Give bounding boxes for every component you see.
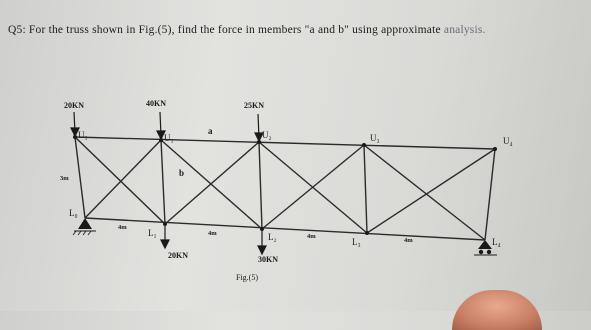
- top-load-label-2: 40KN: [146, 99, 166, 108]
- vertical-u1-l1: [161, 140, 165, 224]
- question-fade: analysis.: [440, 24, 486, 36]
- top-chord: [75, 137, 495, 149]
- arrowhead-icon: [161, 240, 169, 248]
- node-label-l2: L₂: [268, 232, 277, 242]
- node-label-l1: L₁: [148, 228, 157, 238]
- joint-u3: [362, 143, 366, 147]
- node-label-l4: L₄: [492, 237, 501, 247]
- node-label-u3: U₃: [370, 133, 380, 143]
- joint-l1: [163, 222, 167, 226]
- vertical-u2-l2: [259, 142, 262, 229]
- diagonal-2: [85, 140, 161, 218]
- height-label: 3m: [60, 175, 69, 182]
- node-label-u0: U₁: [78, 130, 88, 140]
- pin-support: [73, 218, 96, 235]
- figure-caption: Fig.(5): [236, 273, 258, 282]
- panel-width-label-2: 4m: [208, 230, 217, 237]
- node-label-u1: U₁: [164, 133, 174, 143]
- vertical-u0-l0: [75, 137, 85, 218]
- question-main: Q5: For the truss shown in Fig.(5), find the force in members "a and b" using approximate: [8, 24, 441, 36]
- arrowhead-icon: [258, 246, 266, 254]
- member-label-b: b: [179, 168, 185, 178]
- panel-width-label-3: 4m: [307, 233, 316, 240]
- truss-members: [75, 137, 495, 240]
- joint-u4: [493, 147, 497, 151]
- node-label-u2: U₂: [262, 130, 272, 140]
- joint-l3: [365, 231, 369, 235]
- pin-support-icon: [78, 218, 92, 229]
- joints: [73, 135, 497, 235]
- member-label-a: a: [208, 126, 213, 136]
- diagonal-4: [165, 142, 259, 224]
- vertical-u3-l3: [364, 145, 367, 233]
- vertical-u4-l4: [485, 149, 495, 240]
- bottom-load-label-2: 30KN: [258, 255, 278, 264]
- diagonal-7: [364, 145, 485, 240]
- top-load-label-1: 20KN: [64, 101, 84, 110]
- bottom-chord: [85, 218, 485, 240]
- roller-support-icon: [478, 240, 492, 249]
- node-label-u4: U₄: [503, 136, 513, 146]
- node-label-l3: L₃: [352, 237, 361, 247]
- node-label-l0: L₀: [69, 208, 78, 218]
- top-load-label-3: 25KN: [244, 101, 264, 110]
- roller-icon: [487, 250, 491, 254]
- panel-width-label-1: 4m: [118, 224, 127, 231]
- joint-l2: [260, 227, 264, 231]
- panel-width-label-4: 4m: [404, 237, 413, 244]
- bottom-load-label-1: 20KN: [168, 251, 188, 260]
- roller-icon: [479, 250, 483, 254]
